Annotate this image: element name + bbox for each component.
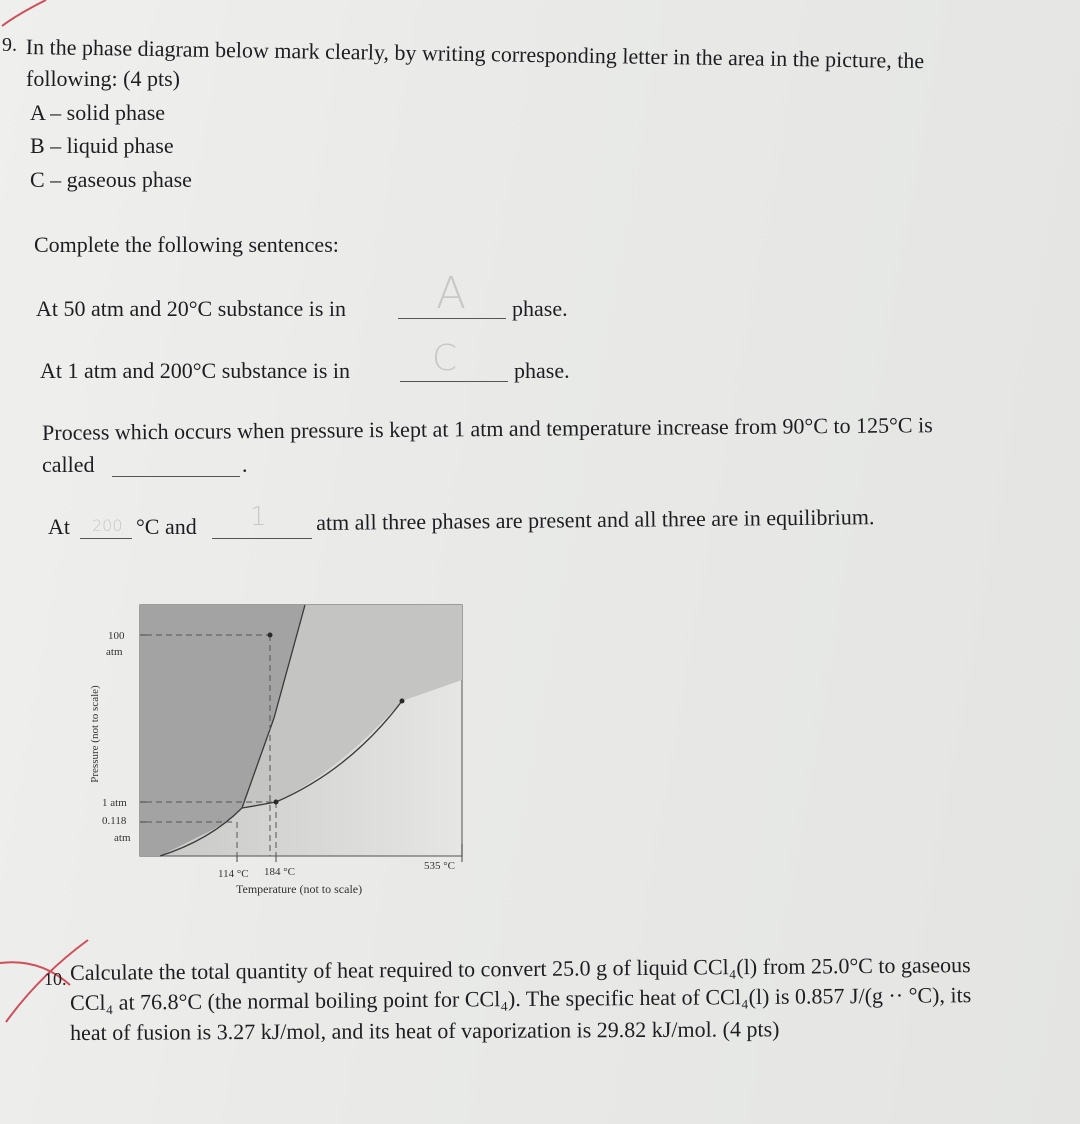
sentence2-handwritten-answer: C bbox=[432, 338, 458, 379]
q9-line1: In the phase diagram below mark clearly, by writing corresponding letter in the area in the picture, the bbox=[25, 34, 925, 74]
y-tick-100-unit: atm bbox=[106, 646, 123, 658]
sentence3-end: . bbox=[242, 452, 248, 477]
point-100atm bbox=[268, 633, 273, 638]
phase-item-b: B – liquid phase bbox=[30, 133, 174, 158]
normal-boiling-point bbox=[274, 800, 279, 805]
sentence4-suffix: atm all three phases are present and all three are in equilibrium. bbox=[316, 504, 875, 535]
y-tick-0118: 0.118 bbox=[102, 815, 127, 827]
sentence4-middle: °C and bbox=[136, 514, 197, 539]
y-axis-label: Pressure (not to scale) bbox=[89, 685, 101, 783]
q10-line3: heat of fusion is 3.27 kJ/mol, and its heat of vaporization is 29.82 kJ/mol. (4 pts) bbox=[70, 1016, 780, 1045]
y-tick-0118-unit: atm bbox=[114, 832, 131, 844]
sentence1-handwritten-answer: A bbox=[436, 268, 467, 319]
sentence3-line1: Process which occurs when pressure is kept at 1 atm and temperature increase from 90°C to 125°C is bbox=[42, 412, 933, 445]
sentence1-prefix: At 50 atm and 20°C substance is in bbox=[36, 296, 347, 321]
phase-item-a: A – solid phase bbox=[30, 100, 166, 125]
q10-number: 10. bbox=[44, 969, 67, 989]
x-tick-114c: 114 °C bbox=[218, 868, 249, 880]
x-axis-label: Temperature (not to scale) bbox=[236, 882, 363, 896]
sentence4-handwritten-temp: 200 bbox=[92, 516, 123, 535]
x-tick-535c: 535 °C bbox=[424, 860, 455, 872]
complete-instruction: Complete the following sentences: bbox=[34, 232, 339, 257]
y-tick-1atm: 1 atm bbox=[102, 797, 127, 809]
critical-point bbox=[400, 699, 405, 704]
y-tick-100: 100 bbox=[108, 630, 125, 642]
q10-line1: Calculate the total quantity of heat required to convert 25.0 g of liquid CCl₄(l) from 25.0°C to gaseous bbox=[70, 952, 971, 985]
phase-item-c: C – gaseous phase bbox=[30, 167, 192, 192]
sentence1-suffix: phase. bbox=[512, 296, 568, 321]
q10-line2: CCl₄ at 76.8°C (the normal boiling point for CCl₄). The specific heat of CCl₄(l) is 0.857 J/(g ·· °C), its bbox=[70, 982, 972, 1015]
q9-number: 9. bbox=[2, 34, 17, 56]
sentence4-handwritten-atm: 1 bbox=[250, 502, 267, 532]
sentence2-suffix: phase. bbox=[514, 358, 570, 383]
q9-line2: following: (4 pts) bbox=[26, 66, 180, 91]
x-tick-184c: 184 °C bbox=[264, 866, 295, 878]
sentence3-line2: called bbox=[42, 452, 95, 477]
sentence2-prefix: At 1 atm and 200°C substance is in bbox=[40, 358, 351, 383]
sentence4-prefix: At bbox=[48, 514, 70, 539]
